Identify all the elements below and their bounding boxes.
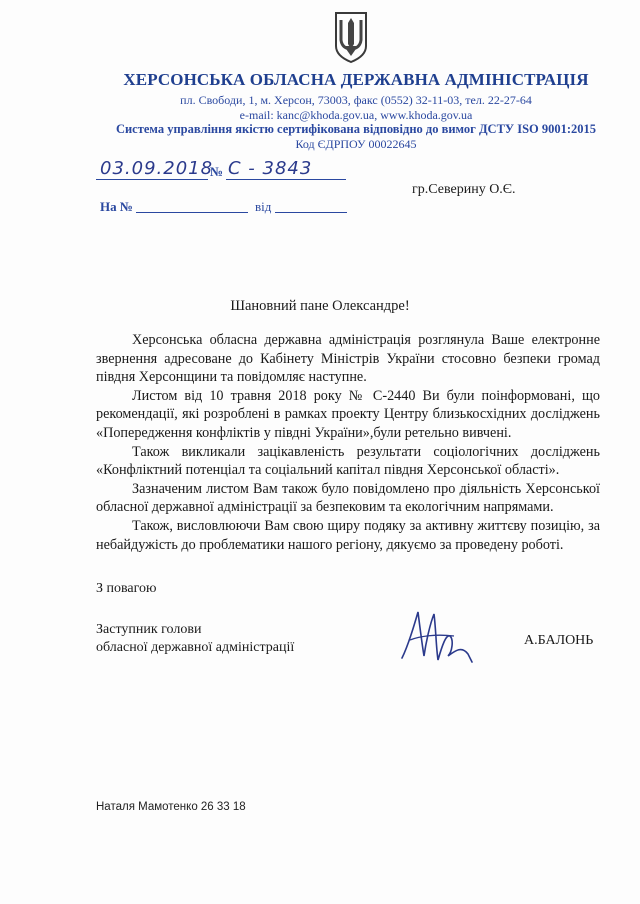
organization-contacts: e-mail: kanc@khoda.gov.ua, www.khoda.gov.ua [239, 108, 473, 122]
organization-title: ХЕРСОНСЬКА ОБЛАСНА ДЕРЖАВНА АДМІНІСТРАЦІЯ [123, 70, 589, 89]
reply-number-line [136, 212, 248, 213]
letter-body [96, 331, 600, 554]
number-sign: № [210, 164, 224, 179]
signer-name: А.БАЛОНЬ [524, 633, 594, 648]
outgoing-registration [96, 158, 356, 182]
paragraph: Зазначеним листом Вам також було повідомлено про діяльність Херсонської обласної державної адміністрації за безпековим та екологічним напрямами. [96, 480, 600, 516]
paragraph: Також, висловлюючи Вам свою щиру подяку за активну життєву позицію, за небайдужість до проблематики нашого регіону, дякуємо за проведену роботі. [96, 517, 600, 553]
reply-from-label: від [255, 199, 272, 214]
reply-from-line [275, 212, 347, 213]
signer-position-line2: обласної державної адміністрації [96, 640, 295, 655]
registration-number: С - 3843 [228, 158, 313, 179]
trident-emblem-icon [333, 10, 369, 64]
paragraph: Херсонська обласна державна адміністрація розглянула Ваше електронне звернення адресоване до Кабінету Міністрів України стосовно безпеки громад півдня Херсонщини та повідомляє наступне. [96, 332, 600, 386]
executor-contact: Наталя Мамотенко 26 33 18 [96, 801, 246, 813]
greeting: Шановний пане Олександре! [230, 298, 410, 314]
closing-phrase: З повагою [96, 581, 157, 596]
number-underline [226, 179, 346, 180]
handwritten-signature-icon [396, 606, 476, 668]
signer-position-line1: Заступник голови [96, 622, 202, 637]
organization-address: пл. Свободи, 1, м. Херсон, 73003, факс (0552) 32-11-03, тел. 22-27-64 [180, 93, 532, 107]
paragraph: Листом від 10 травня 2018 року № С-2440 Ви були поінформовані, що рекомендації, які розроблені в рамках проекту Центру близькосхідних досліджень «Попередження конфліктів у півдні України»,були ретельно вивчені. [96, 387, 600, 441]
paragraph: Також викликали зацікавленість результати соціологічних досліджень «Конфліктний потенціал та соціальний капітал півдня Херсонської області». [96, 443, 600, 479]
date-underline [96, 179, 208, 180]
recipient: гр.Северину О.Є. [412, 182, 516, 197]
quality-certification: Система управління якістю сертифікована відповідно до вимог ДСТУ ISO 9001:2015 [115, 122, 597, 136]
reply-number-label: На № [100, 199, 133, 214]
edrpou-code: Код ЄДРПОУ 00022645 [295, 137, 417, 151]
registration-date: 03.09.2018 [100, 158, 214, 179]
